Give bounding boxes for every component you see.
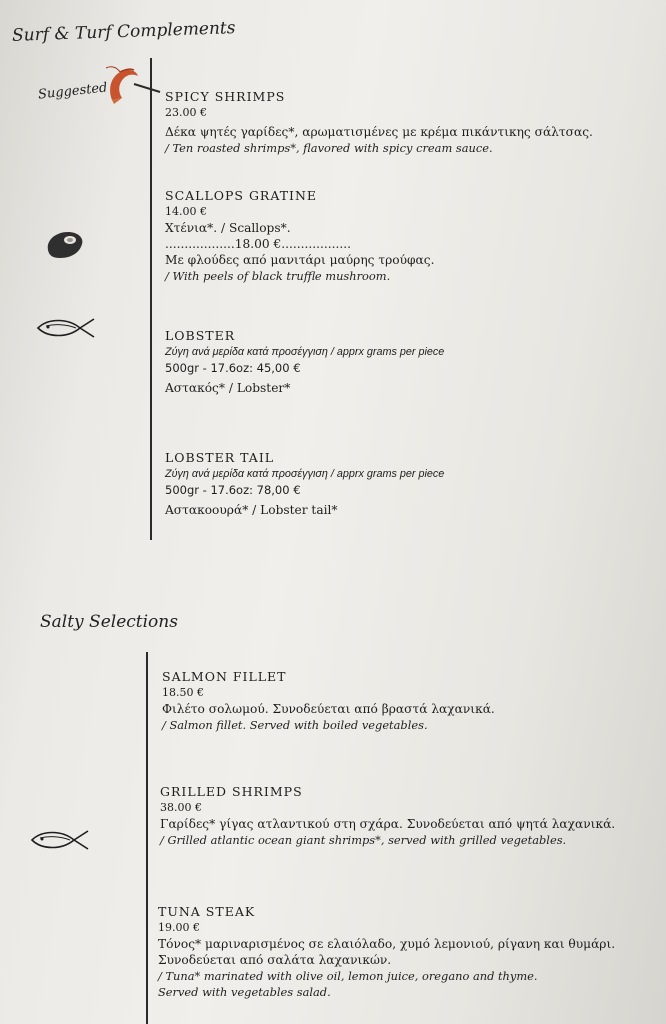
item-name: SPICY SHRIMPS bbox=[165, 89, 286, 104]
item-name: LOBSTER TAIL bbox=[165, 450, 275, 465]
menu-item-tuna-steak bbox=[158, 904, 615, 1000]
item-name: LOBSTER bbox=[165, 328, 236, 343]
item-desc-greek: Με φλούδες από μανιτάρι μαύρης τρούφας. bbox=[165, 253, 435, 267]
divider-line bbox=[146, 652, 148, 1024]
steak-icon bbox=[44, 228, 86, 262]
item-note: Ζύγη ανά μερίδα κατά προσέγγιση / apprx grams per piece bbox=[165, 346, 445, 358]
item-desc-english: / Ten roasted shrimps*, flavored with spicy cream sauce. bbox=[165, 141, 493, 155]
item-desc-greek: Φιλέτο σολωμού. Συνοδεύεται από βραστά λαχανικά. bbox=[162, 702, 495, 716]
menu-item-scallops-gratine bbox=[165, 188, 434, 284]
item-name: TUNA STEAK bbox=[158, 904, 256, 919]
item-desc-greek: Γαρίδες* γίγας ατλαντικού στη σχάρα. Συνοδεύεται από ψητά λαχανικά. bbox=[160, 817, 616, 831]
item-desc-english: / Grilled atlantic ocean giant shrimps*, served with grilled vegetables. bbox=[160, 833, 567, 847]
item-name: SCALLOPS GRATINE bbox=[165, 188, 318, 203]
menu-item-salmon-fillet bbox=[162, 669, 495, 733]
item-price: 18.50 € bbox=[162, 686, 204, 699]
section-title-surf-turf: Surf & Turf Complements bbox=[11, 18, 236, 46]
item-desc-greek: Τόνος* μαριναρισμένος σε ελαιόλαδο, χυμό λεμονιού, ρίγανη και θυμάρι. bbox=[158, 937, 616, 951]
item-weight-price: 500gr - 17.6oz: 78,00 € bbox=[165, 483, 301, 497]
shrimp-icon bbox=[104, 64, 162, 108]
item-subline: Χτένια*. / Scallops*. bbox=[165, 221, 291, 235]
divider-line bbox=[150, 58, 152, 540]
item-desc: Αστακοουρά* / Lobster tail* bbox=[165, 503, 338, 517]
item-name: GRILLED SHRIMPS bbox=[160, 784, 303, 799]
item-price: 19.00 € bbox=[158, 921, 200, 934]
item-name: SALMON FILLET bbox=[162, 669, 287, 684]
item-desc-english: / Salmon fillet. Served with boiled vegetables. bbox=[162, 718, 428, 732]
menu-item-lobster bbox=[165, 328, 444, 396]
fish-icon bbox=[30, 828, 90, 852]
item-weight-price: 500gr - 17.6oz: 45,00 € bbox=[165, 361, 301, 375]
item-desc-english: Served with vegetables salad. bbox=[158, 985, 331, 999]
menu-item-grilled-shrimps bbox=[160, 784, 615, 848]
item-desc-english: / Tuna* marinated with olive oil, lemon juice, oregano and thyme. bbox=[158, 969, 538, 983]
item-note: Ζύγη ανά μερίδα κατά προσέγγιση / apprx grams per piece bbox=[165, 468, 445, 480]
item-price: 38.00 € bbox=[160, 801, 202, 814]
suggested-label: Suggested bbox=[37, 80, 109, 103]
fish-icon bbox=[36, 316, 96, 340]
item-price: 14.00 € bbox=[165, 205, 207, 218]
item-desc-english: / With peels of black truffle mushroom. bbox=[165, 269, 391, 283]
item-desc-greek: Συνοδεύεται από σαλάτα λαχανικών. bbox=[158, 953, 392, 967]
menu-item-lobster-tail bbox=[165, 450, 444, 518]
section-title-salty-selections: Salty Selections bbox=[40, 612, 178, 632]
item-price: 23.00 € bbox=[165, 106, 207, 119]
item-desc-greek: Δέκα ψητές γαρίδες*, αρωματισμένες με κρέμα πικάντικης σάλτσας. bbox=[165, 125, 593, 139]
menu-item-spicy-shrimps bbox=[165, 89, 593, 156]
item-desc: Αστακός* / Lobster* bbox=[165, 381, 291, 395]
item-price-alt: ..................18.00 €.................. bbox=[165, 237, 351, 251]
